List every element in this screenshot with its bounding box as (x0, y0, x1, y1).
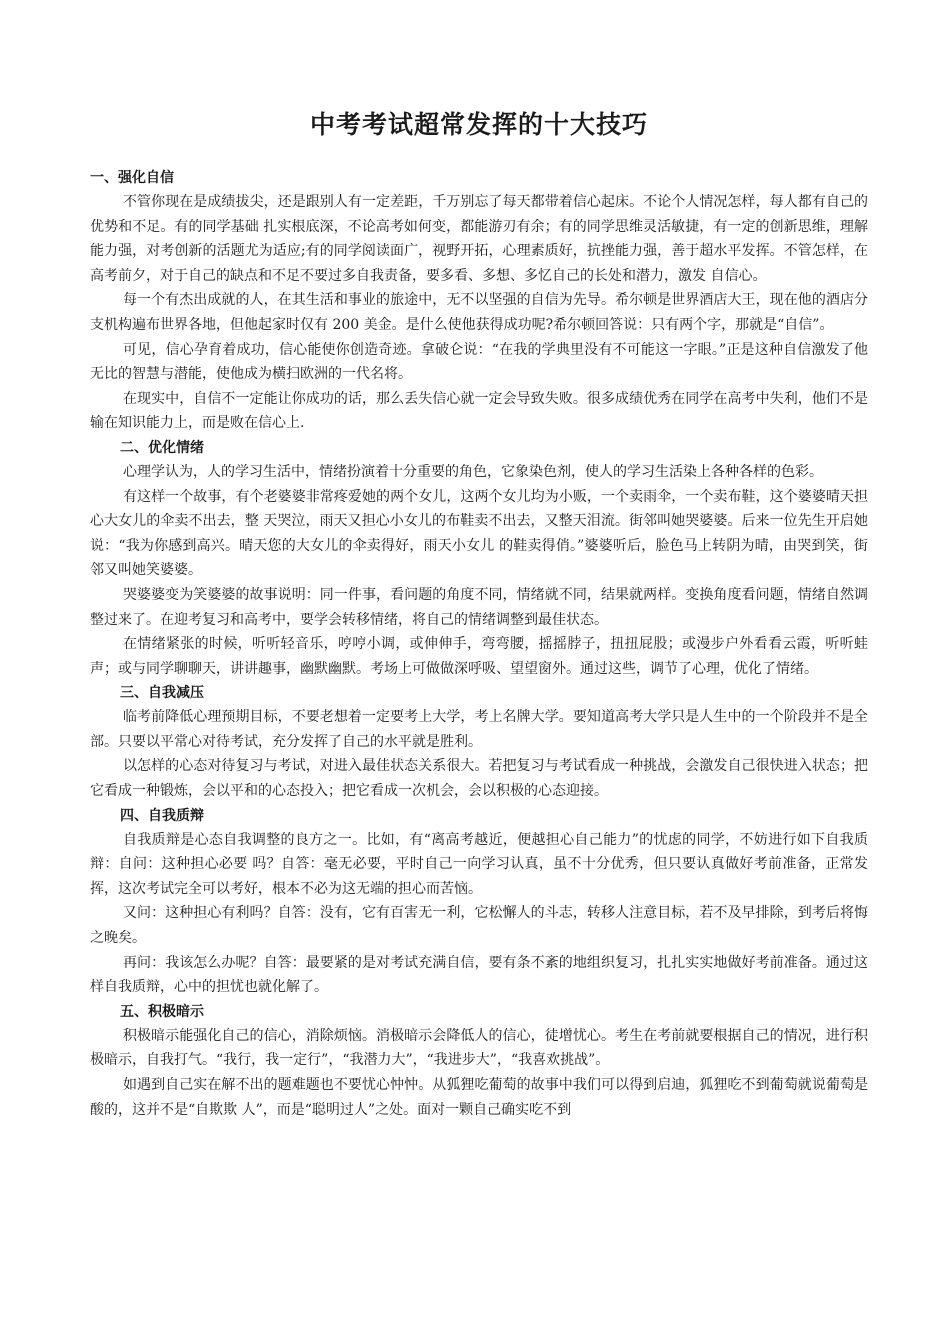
paragraph: 在现实中，自信不一定能让你成功的话，那么丢失信心就一定会导致失败。很多成绩优秀在同学在高考中失利，他们不是输在知识能力上，而是败在信心上. (90, 390, 868, 432)
page-title: 中考考试超常发挥的十大技巧 (309, 110, 648, 139)
paragraph: 自我质辩是心态自我调整的良方之一。比如，有“离高考越近，便越担心自己能力”的忧虑的同学，不妨进行如下自我质辩：自问：这种担心必要 吗？自答：毫无必要，平时自己一向学习认真，虽不十分优秀，但只要认真做好考前准备，正常发挥，这次考试完全可以考好，根本不必为这无端的担心而苦恼。 (90, 831, 868, 897)
section-heading: 五、积极暗示 (120, 1003, 204, 1020)
document-body (90, 166, 868, 1122)
section (90, 436, 868, 681)
paragraph: 又问：这种担心有利吗？自答：没有，它有百害无一利，它松懈人的斗志，转移人注意目标，若不及早排除，到考后将悔之晚矣。 (90, 905, 868, 947)
section (90, 166, 868, 436)
section-heading: 二、优化情绪 (120, 439, 204, 456)
section (90, 1000, 868, 1122)
section (90, 681, 868, 803)
paragraph: 有这样一个故事，有个老婆婆非常疼爱她的两个女儿，这两个女儿均为小贩，一个卖雨伞，一个卖布鞋，这个婆婆晴天担心大女儿的伞卖不出去，整 天哭泣，雨天又担心小女儿的布鞋卖不出去，又整天泪流。街邻叫她哭婆婆。后来一位先生开启她说：“我为你感到高兴。晴天您的大女儿的伞卖得好，雨天小女儿 的鞋卖得俏。”婆婆听后，脸色马上转阴为晴，由哭到笑，街邻又叫她笑婆婆。 (90, 488, 868, 579)
paragraph: 如遇到自己实在解不出的题难题也不要忧心忡忡。从狐狸吃葡萄的故事中我们可以得到启迪，狐狸吃不到葡萄就说葡萄是酸的，这并不是“自欺欺 人”，而是“聪明过人”之处。面对一颗自己确实吃不到 (90, 1077, 868, 1118)
paragraph: 不管你现在是成绩拔尖，还是跟别人有一定差距，千万别忘了每天都带着信心起床。不论个人情况怎样，每人都有自己的优势和不足。有的同学基础 扎实根底深，不论高考如何变，都能游刃有余；有的同学思维灵活敏捷，有一定的创新思维，理解能力强，对考创新的活题尤为适应;有的同学阅读面广，视野开拓，心理素质好，抗挫能力强，善于超水平发挥。不管怎样，在高考前夕，对于自己的缺点和不足不要过多自我责备，要多看、多想、多忆自己的长处和潜力，激发 自信心。 (90, 194, 868, 284)
section (90, 804, 868, 1000)
section-heading: 一、强化自信 (90, 170, 174, 186)
paragraph: 可见，信心孕育着成功，信心能使你创造奇迹。拿破仑说：“在我的学典里没有不可能这一字眼。”正是这种自信激发了他无比的智慧与潜能，使他成为横扫欧洲的一代名将。 (90, 341, 868, 383)
paragraph: 在情绪紧张的时候，听听轻音乐，哼哼小调，或伸伸手，弯弯腰，摇摇脖子，扭扭屁股；或漫步户外看看云霞，听听蛙声；或与同学聊聊天，讲讲趣事，幽默幽默。考场上可做做深呼吸、望望窗外。通过这些，调节了心理，优化了情绪。 (90, 636, 868, 677)
section-heading: 三、自我减压 (120, 685, 204, 702)
paragraph: 再问：我该怎么办呢？自答：最要紧的是对考试充满自信，要有条不紊的地组织复习，扎扎实实地做好考前准备。通过这样自我质辩，心中的担忧也就化解了。 (90, 954, 868, 996)
paragraph: 心理学认为，人的学习生活中，情绪扮演着十分重要的角色，它象染色剂，使人的学习生活染上各种各样的色彩。 (123, 463, 823, 480)
paragraph: 积极暗示能强化自己的信心，消除烦恼。消极暗示会降低人的信心，徒增忧心。考生在考前就要根据自己的情况，进行积极暗示，自我打气。“我行，我一定行”，“我潜力大”，“我进步大”，“我喜欢挑战”。 (90, 1027, 868, 1069)
paragraph: 哭婆婆变为笑婆婆的故事说明：同一件事，看问题的角度不同，情绪就不同，结果就两样。变换角度看问题，情绪自然调整过来了。在迎考复习和高考中，要学会转移情绪，将自己的情绪调整到最佳状态。 (90, 586, 868, 628)
section-heading: 四、自我质辩 (120, 807, 204, 824)
paragraph: 以怎样的心态对待复习与考试，对进入最佳状态关系很大。若把复习与考试看成一种挑战，会激发自己很快进入状态；把它看成一种锻炼，会以平和的心态投入；把它看成一次机会，会以积极的心态迎接。 (90, 758, 868, 800)
paragraph: 临考前降低心理预期目标，不要老想着一定要考上大学，考上名牌大学。要知道高考大学只是人生中的一个阶段并不是全部。只要以平常心对待考试，充分发挥了自己的水平就是胜利。 (90, 709, 868, 750)
paragraph: 每一个有杰出成就的人，在其生活和事业的旅途中，无不以坚强的自信为先导。希尔顿是世界酒店大王，现在他的酒店分支机构遍布世界各地，但他起家时仅有 200 美金。是什么使他获得成功呢?希尔顿回答说：只有两个字，那就是“自信”。 (90, 292, 868, 333)
